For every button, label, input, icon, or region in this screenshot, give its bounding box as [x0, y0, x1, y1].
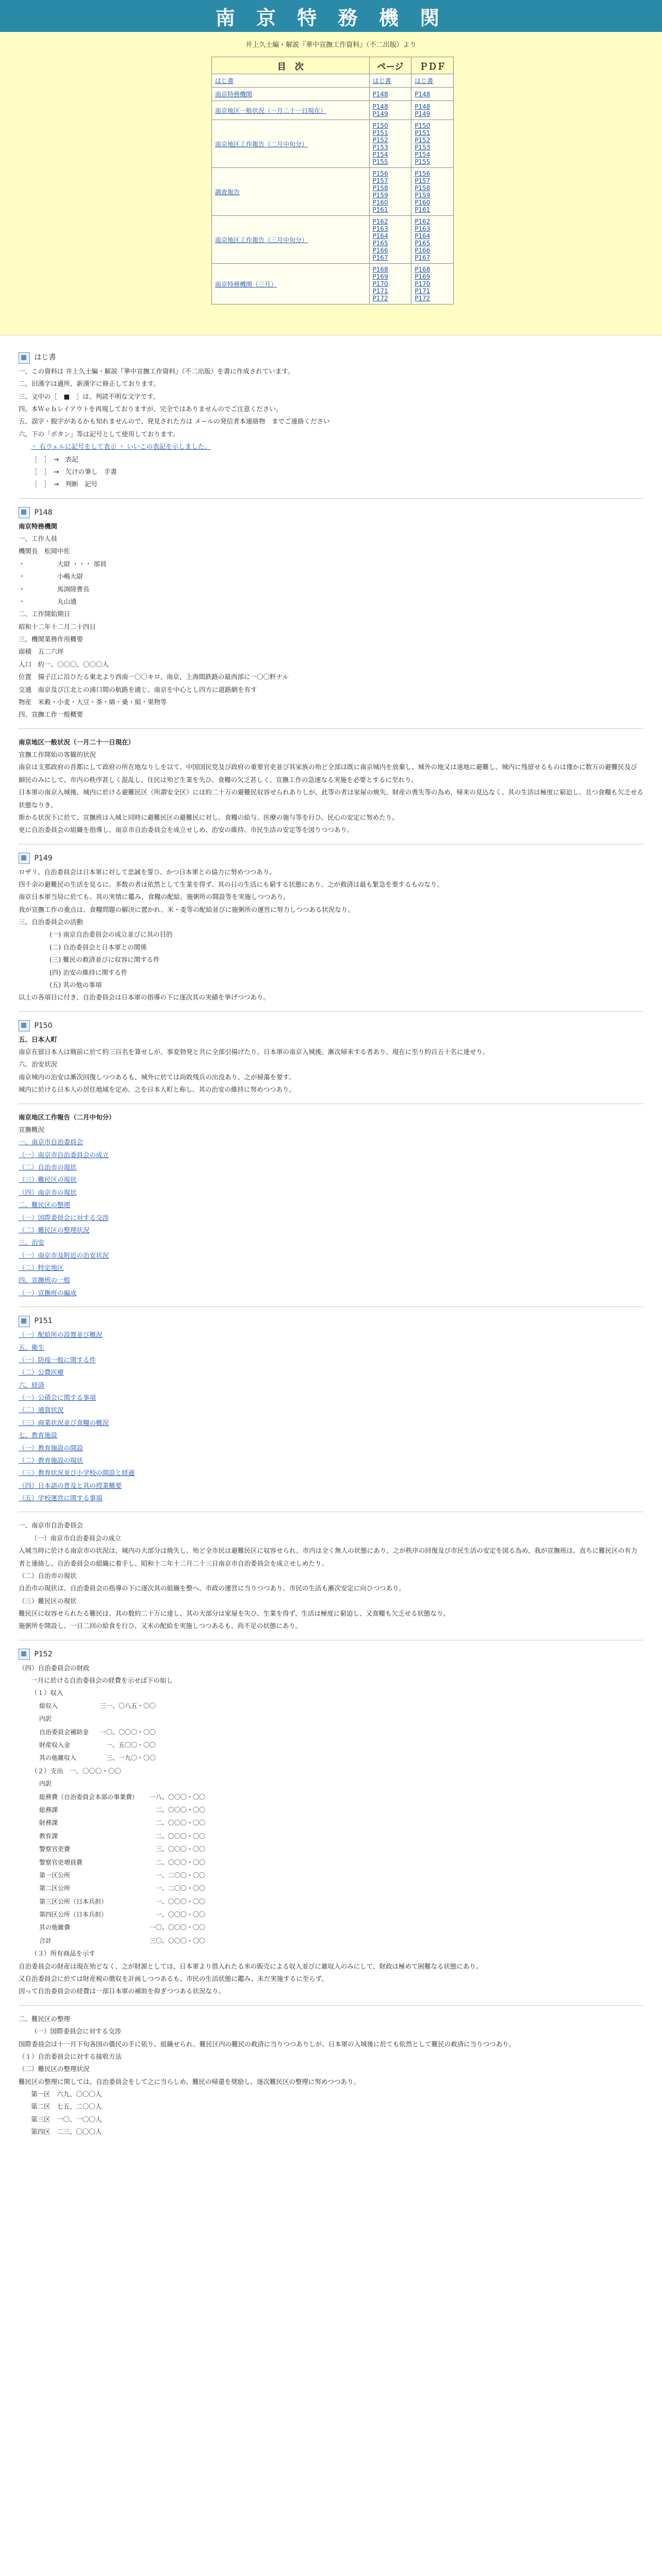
toc-page-cell [369, 101, 411, 120]
toc-page-link[interactable]: P168 P169 P170 P171 P172 [372, 266, 388, 302]
refugee-paragraph: （１）自治委員会に対する接收方法 [19, 2052, 122, 2060]
p149-item: (一) 南京自治委員会の成立並びに其の目的 [49, 930, 173, 939]
toc-header-row [212, 57, 454, 74]
budget-name: 第三区公所（日本兵担） [39, 1897, 108, 1905]
toc-pdf-link[interactable]: P162 P163 P164 P165 P166 P167 [415, 218, 431, 261]
budget-name: 其の他雑収入 [39, 1754, 77, 1762]
toc-page-link[interactable]: P148 P149 [372, 103, 388, 117]
budget-name: 財務課 [39, 1819, 58, 1827]
toc-row [212, 120, 454, 168]
p148-line: 二、工作開始期日 [19, 610, 71, 618]
toc-pdf-cell [411, 88, 454, 101]
p151-section [19, 1314, 643, 1504]
p150-paragraph: 南京城内の治安は漸次回復しつつあるも、城外に於ては尚敗残兵の出没あり、之が掃蕩を要す。 [19, 1073, 295, 1081]
intro-line: 五、誤字・脱字があるかも知れませんので、発見された方は メールの発信者本連絡物 までご連絡ください [19, 417, 330, 426]
budget-name: 第四区公所（日本兵担） [39, 1911, 108, 1919]
report-feb-link[interactable]: （一）南京市及附近の治安状況 [19, 1251, 109, 1259]
toc-page-link[interactable]: P156 P157 P158 P159 P160 P161 [372, 170, 388, 213]
p152-note: 又自治委員会に於ては財産税の徴収を計画しつつあるも、市民の生活状態に鑑み、未だ実施するに至らず。 [19, 1975, 328, 1982]
toc-pdf-cell [411, 101, 454, 120]
p148-heading [19, 506, 643, 520]
refugee-sub: （一）国際委員会に対する交渉 [31, 2027, 122, 2036]
title-band [0, 0, 662, 32]
feb-body-paragraph: 入城当時に於ける南京市の状況は、城内の大部分は焼失し、殆ど全市民は避難民区に収容せられ、市内は全く無人の状態にあり、之が秩序の回復及び市民生活の安定を図る為め、我が宣撫班は、直ちに難民区の有力者と連絡し、自治委員会の組織に着手し、昭和十二年十二月二十三日南京市自治委員会を成立せしめたり。 [19, 1547, 638, 1567]
p148-line: ・ 大尉 ・・・ 部員 [19, 560, 107, 568]
document-icon [19, 1020, 30, 1031]
p152-heading [19, 1648, 643, 1662]
budget-amount: 二、〇〇〇・〇〇 [156, 1806, 206, 1814]
p149-item: (三) 難民の救済並びに収容に関する件 [49, 956, 160, 964]
general-paragraph: 更に自治委員会の組織を指導し、南京市自治委員会を成立せしめ、治安の維持、市民生活の安定等を図りつつあり。 [19, 826, 354, 834]
document-icon [19, 1316, 30, 1327]
p151-link[interactable]: （三）教育状況並び小学校の開設と経過 [19, 1469, 135, 1477]
budget-amount: 三、一九〇・〇〇 [106, 1754, 156, 1762]
legend-line: ［ ］ → 判断 記号 [31, 480, 98, 488]
body-area [0, 351, 662, 2139]
budget-row [39, 1791, 210, 1804]
toc-label-cell [212, 88, 370, 101]
report-feb-link[interactable]: 二、難民区の整理 [19, 1201, 71, 1209]
budget-row [39, 1817, 210, 1829]
legend-line: ［ ］ → 表記 [31, 455, 78, 463]
feb-body-paragraph: （二）自治市の現状 [19, 1571, 77, 1580]
toc-page-cell [369, 216, 411, 264]
toc-row [212, 74, 454, 88]
budget-row [39, 1882, 210, 1895]
budget-row [39, 1804, 210, 1817]
report-feb-link[interactable]: （四）南京市の現状 [19, 1188, 77, 1196]
p150-paragraphs [19, 1046, 643, 1096]
budget-row [39, 1830, 210, 1843]
toc-page-link[interactable]: P150 P151 P152 P153 P154 P155 [372, 122, 388, 165]
general-paragraphs [19, 761, 643, 836]
toc-link[interactable]: 南京地区工作報告（三月中旬分） [215, 236, 308, 244]
budget-name: 第一区公所 [39, 1871, 71, 1879]
p151-link[interactable]: （二）教育施設の現状 [19, 1456, 84, 1464]
intro-line: 六、下の「ボタン」等は記号として使用しております。 [19, 430, 179, 438]
p148-line: 四、宣撫工作一般概要 [19, 710, 84, 719]
toc-page-cell [369, 74, 411, 88]
budget-row [39, 1869, 210, 1882]
toc-link[interactable]: 南京地区一般状況（一月二十一日現在） [215, 107, 327, 114]
refugee-paragraph: 国際委員会は十一月下旬各国の僑民の手に依り、組織せられ、難民区内の難民の救済に当りつつありしが、日本軍の入城後に於ても依然として難民の救済に当りつつあり。 [19, 2040, 516, 2048]
p151-link[interactable]: （一）配給所の設置並び概況 [19, 1331, 103, 1339]
intro-link[interactable]: ・ 右ウェルに記号をして表示 ・ いいこの表記を示しました。 [31, 443, 211, 451]
toc-page-cell [369, 168, 411, 216]
intro-line: 四、本Ｗｅｂレイアウトを再現しておりますが、完全ではありませんのでご注意ください。 [19, 405, 283, 413]
refugee-stat: 第三区 一〇、一〇〇人 [31, 2115, 102, 2123]
toc-row [212, 264, 454, 304]
report-feb-link[interactable]: （一）南京市自治委員会の成立 [19, 1150, 109, 1159]
p150-paragraph: 六、治安状況 [19, 1060, 58, 1069]
p152-tag: P152 [34, 1650, 53, 1658]
p149-item: (二) 自治委員会と日本軍との関係 [49, 943, 147, 951]
toc-label-cell [212, 216, 370, 264]
budget-amount [143, 1777, 210, 1790]
document-icon [19, 352, 30, 364]
p150-section [19, 1019, 643, 1096]
p148-line: 面積 五二六坪 [19, 648, 64, 656]
toc-row [212, 216, 454, 264]
divider [19, 728, 643, 729]
budget-name: 自治委員会補助金 [39, 1728, 89, 1736]
report-feb-link[interactable]: （一）宣撫班の編成 [19, 1289, 77, 1297]
p151-links [19, 1329, 643, 1504]
report-feb-link[interactable]: （三）難民区の現状 [19, 1176, 77, 1184]
feb-body-paragraph: 自治市の現状は、自治委員会の指導の下に逐次其の組織を整へ、市政の運営に当りつつあり、市民の生活も漸次安定に向ひつつあり。 [19, 1584, 406, 1592]
p149-items [49, 928, 643, 991]
p148-title: 南京特務機関 [19, 522, 58, 530]
p151-link[interactable]: （一）教育施設の開設 [19, 1444, 84, 1452]
toc-link[interactable]: 南京特務機関（三月） [215, 280, 277, 288]
budget-income-table [39, 1700, 161, 1765]
budget-amount: 二、〇〇〇・〇〇 [156, 1819, 206, 1827]
budget-expense-title: （２）支出 一、〇〇〇・〇〇 [31, 1767, 122, 1775]
toc-pdf-cell [411, 264, 454, 304]
toc-label-cell [212, 120, 370, 168]
intro-legend [19, 453, 643, 491]
document-icon [19, 1649, 30, 1660]
budget-name: 合計 [39, 1937, 52, 1944]
p148-line: ・ 小嶋大尉 [19, 572, 84, 581]
source-line: 井上久士編・解説『華中宣撫工作資料』（不二出版）より [245, 41, 417, 49]
p149-paragraph: 三、自治委員会の活動 [19, 918, 84, 926]
p149-paragraph: 四千余の避難民の生活を見るに、多数の者は依然として生業を得ず、其の日の生活にも窮する状態にあり、之が救済は最も緊急を要するものなり。 [19, 880, 444, 888]
table-of-contents [211, 57, 454, 304]
intro-lines [19, 365, 643, 440]
p148-line: 一、工作人員 [19, 535, 58, 543]
report-feb-sub: 宣撫概況 [19, 1125, 45, 1133]
toc-pdf-link[interactable]: はじ書 [415, 77, 434, 84]
p151-heading [19, 1314, 643, 1329]
p149-item: (四) 治安の維持に関する件 [49, 968, 128, 976]
toc-page-link[interactable]: P162 P163 P164 P165 P166 P167 [372, 218, 388, 261]
budget-row [39, 1908, 210, 1921]
toc-head-contents: 目 次 [212, 57, 370, 74]
p151-link[interactable]: （五）学校運営に関する事項 [19, 1494, 103, 1502]
budget-row [39, 1895, 210, 1908]
p150-heading [19, 1019, 643, 1033]
p149-section [19, 852, 643, 1004]
toc-label-cell [212, 74, 370, 88]
report-feb-link[interactable]: （二）難民区の整理状況 [19, 1226, 90, 1234]
budget-amount: 一〇、〇〇〇・〇〇 [100, 1728, 156, 1736]
p149-heading [19, 852, 643, 866]
budget-amount: 一八、〇〇〇・〇〇 [150, 1793, 206, 1801]
budget-amount: 一、二〇〇・〇〇 [156, 1871, 206, 1879]
p151-link[interactable]: 五、衛生 [19, 1343, 45, 1351]
p149-paragraphs [19, 866, 643, 929]
p148-line: 三、機関業務作用概要 [19, 635, 84, 643]
feb-body-sub: （一）南京市自治委員会の成立 [31, 1534, 122, 1542]
header [0, 0, 662, 335]
toc-pdf-link[interactable]: P150 P151 P152 P153 P154 P155 [415, 122, 431, 165]
toc-pdf-link[interactable]: P148 [415, 90, 431, 98]
p149-closing: 以上の各項目に付き、自治委員会は日本軍の指導の下に逐次其の実績を挙げつつあり。 [19, 993, 270, 1002]
toc-label-cell [212, 168, 370, 216]
toc-pdf-link[interactable]: P168 P169 P170 P171 P172 [415, 266, 431, 302]
feb-body-paragraphs [19, 1545, 643, 1633]
p151-link[interactable]: （三）商業状況並び食糧の概況 [19, 1418, 109, 1427]
p151-link[interactable]: （二）公費医療 [19, 1368, 64, 1377]
p148-line: 位置 揚子江に沿ひたる東北より西南一〇〇キロ、南京、上海間鉄路の最西部に一〇〇粁ナル [19, 673, 289, 681]
p150-tag: P150 [34, 1021, 53, 1030]
budget-name: 総収入 [39, 1702, 58, 1709]
refugee-stat: 第二区 七五、二〇〇人 [31, 2103, 102, 2111]
budget-amount: 二、〇〇〇・〇〇 [156, 1832, 206, 1840]
legend-line: ［ ］ → 欠けの筆し 手書 [31, 467, 117, 476]
p149-item: (五) 其の他の事項 [49, 980, 102, 989]
toc-page-cell [369, 88, 411, 101]
budget-name: 教育課 [39, 1832, 58, 1840]
budget-amount: 二、〇〇〇・〇〇 [156, 1858, 206, 1866]
p148-line: 昭和十二年十二月二十四日 [19, 622, 96, 631]
refugee-paragraphs [19, 2038, 643, 2089]
budget-row [39, 1777, 210, 1790]
toc-row [212, 101, 454, 120]
budget-name: 財産収入金 [39, 1741, 71, 1749]
feb-body-heading: 一、南京市自治委員会 [19, 1521, 84, 1530]
p152-notes [19, 1960, 643, 1998]
budget-name: 内訳 [39, 1715, 52, 1723]
p148-line: ・ 丸山通 [19, 597, 77, 605]
general-section [19, 736, 643, 837]
toc-head-pdf: ＰＤＦ [411, 57, 454, 74]
budget-amount: 一、〇〇〇・〇〇 [156, 1897, 206, 1905]
general-heading: 南京地区一般状況（一月二十一日現在） [19, 738, 135, 746]
report-feb-section [19, 1111, 643, 1300]
refugee-paragraph: （二）難民区の整理状況 [19, 2065, 90, 2073]
p148-line: 交通 南京及び江北との浦口間の航路を通じ、南京を中心とし四方に道路網を有す [19, 685, 257, 693]
divider [19, 2005, 643, 2006]
p149-paragraph: ロザリ、自治委員会は日本軍に対して忠誠を誓ひ、かつ日本軍との協力に努めつつあり。 [19, 868, 276, 876]
toc-link[interactable]: 調査報告 [215, 188, 240, 196]
p152-note: 因って自治委員会の経費は一部日本軍の補助を仰ぎつつある状況なり。 [19, 1987, 225, 1995]
budget-amount: 三一、〇八五・〇〇 [100, 1702, 156, 1709]
feb-body-section [19, 1519, 643, 1632]
budget-amount: 三〇、〇〇〇・〇〇 [150, 1937, 206, 1944]
refugee-stat: 第四区 二三、〇〇〇人 [31, 2128, 102, 2136]
budget-name: 内訳 [39, 1780, 52, 1788]
p148-lines [19, 533, 643, 721]
report-feb-heading: 南京地区工作報告（二月中旬分） [19, 1113, 115, 1121]
toc-page-cell [369, 264, 411, 304]
p151-link[interactable]: 七、教育施設 [19, 1431, 58, 1439]
p148-line: 物産 米穀・小麦・大豆・茶・綿・桑・絹・果物等 [19, 698, 167, 706]
feb-body-paragraph: 施粥所を開設し、一日二回の給食を行ひ、又米の配給を実施しつつあるも、尚不足の状態にあり。 [19, 1622, 302, 1630]
p151-link[interactable]: （二）通貨状況 [19, 1406, 64, 1414]
p148-line: 人口 約一、〇〇〇、〇〇〇人 [19, 660, 109, 668]
report-feb-link[interactable]: 三、治安 [19, 1239, 45, 1247]
budget-name: 警察官吏費 [39, 1845, 71, 1853]
p150-title: 五、日本人町 [19, 1035, 58, 1043]
refugee-heading: 二、難民区の整理 [19, 2014, 71, 2023]
toc-label-cell [212, 101, 370, 120]
toc-pdf-cell [411, 216, 454, 264]
intro-tag: はじ書 [34, 353, 56, 362]
budget-row [39, 1700, 161, 1713]
page-title: 南 京 特 務 機 関 [215, 6, 447, 29]
general-subheading: 宣撫工作開始の客観的状況 [19, 751, 96, 759]
refugee-paragraph: 難民区の整理に関しては、自治委員会をして之に当らしめ、難民の帰還を奨励し、逐次難民区の整理に努めつつあり。 [19, 2077, 360, 2086]
report-feb-links [19, 1136, 643, 1299]
toc-label-cell [212, 264, 370, 304]
general-paragraph: 日本軍の南京入城後、城内に於ける避難民区（所謂安全区）には約二十万の避難民収容せられありしが、此等の者は家屋の焼失、財産の喪失等の為め、帰来の見込なく、其の生活は極度に窮迫し、且つ食糧も欠乏せる状態なりき。 [19, 788, 643, 809]
toc-pdf-cell [411, 168, 454, 216]
p148-tag: P148 [34, 508, 53, 517]
budget-row [39, 1921, 210, 1934]
document-icon [19, 853, 30, 864]
report-feb-link[interactable]: 四、宣撫班の一般 [19, 1276, 71, 1284]
p152-title: （四）自治委員会の財政 [19, 1664, 90, 1672]
budget-amount: 三、〇〇〇・〇〇 [156, 1845, 206, 1853]
toc-page-link[interactable]: P148 [372, 90, 388, 98]
report-feb-link[interactable]: 一、南京市自治委員会 [19, 1138, 84, 1146]
budget-name: 総務費（自治委員会本部の事業費） [39, 1793, 139, 1801]
divider [19, 1011, 643, 1012]
p151-link[interactable]: （一）公債会に関する事項 [19, 1394, 96, 1402]
p152-section [19, 1648, 643, 1998]
budget-row [39, 1935, 210, 1947]
general-paragraph: 斯かる状況下に於て、宣撫班は入城と同時に避難民区の避難民に対し、食糧の給与、医療の施与等を行ひ、民心の安定に努めたり。 [19, 813, 399, 821]
report-feb-link[interactable]: （一）国際委員会に対する交渉 [19, 1213, 109, 1222]
document-icon [19, 507, 30, 518]
budget-name: 警察官吏増員費 [39, 1858, 83, 1866]
budget-note-title: （３）所有商品を示す [31, 1950, 96, 1958]
p149-paragraph: 我が宣撫工作の重点は、食糧問題の解決に置かれ、米・麦等の配給並びに施粥所の運営に努力しつつある状況なり。 [19, 905, 354, 913]
budget-amount: 一、二〇〇・〇〇 [156, 1885, 206, 1892]
toc-page-link[interactable]: はじ書 [372, 77, 391, 84]
toc-row [212, 88, 454, 101]
toc-pdf-link[interactable]: P156 P157 P158 P159 P160 P161 [415, 170, 431, 213]
p151-link[interactable]: （一）防疫一般に関する件 [19, 1355, 96, 1364]
intro-line: 一、この資料は 井上久士編・解説『華中宣撫工作資料』（不二出版）を書に作成されています。 [19, 367, 294, 375]
budget-row [39, 1726, 161, 1739]
refugee-stats [19, 2088, 643, 2139]
p150-paragraph: 城内に於ける日本人の居住地域を定め、之を日本人町と称し、其の治安の維持に努めつつあり。 [19, 1086, 296, 1094]
toc-row [212, 168, 454, 216]
report-feb-link[interactable]: （二）特定地区 [19, 1264, 64, 1272]
toc-pdf-cell [411, 74, 454, 88]
budget-row [39, 1713, 161, 1725]
p148-section [19, 506, 643, 721]
p149-paragraph: 南京日本軍当局に於ても、其の実情に鑑み、食糧の配給、施粥所の開設等を実施しつつあり。 [19, 893, 290, 901]
p148-line: 機関長 松岡中佐 [19, 547, 71, 555]
intro-heading [19, 351, 643, 365]
toc-link[interactable]: 南京地区工作報告（二月中旬分） [215, 140, 308, 148]
p149-tag: P149 [34, 854, 53, 862]
budget-amount: 一、五〇〇・〇〇 [106, 1741, 156, 1749]
general-paragraph: 南京は支那政府の首都にして政府の所在地なりしを以て、中国国民党及び政府の重要官吏並び其家族の殆ど全部は既に南京城内を放棄し、城外の地又は遠地に避難し、城内に残留せるものは僅かに数万の避難民及び細民のみにして、市内の秩序甚しく混乱し、住民は殆ど生業を失ひ、食糧の欠乏甚しく、宣撫工作の急速なる実施を必要とするに至れり。 [19, 763, 637, 784]
budget-row [39, 1752, 161, 1765]
p151-link[interactable]: （四）日本語の普及と其の授業概要 [19, 1481, 122, 1489]
toc-link[interactable]: 南京特務機関 [215, 91, 253, 98]
toc-link[interactable]: はじ書 [215, 77, 234, 84]
divider [19, 498, 643, 499]
intro-line: 二、旧漢字は適所、新漢字に修正しております。 [19, 380, 160, 388]
p150-paragraph: 南京在留日本人は戦前に於て約三百名を算せしが、事変勃発と共に全部引揚げたり。日本軍の南京入城後、漸次帰来する者あり、現在に至り約百五十名に達せり。 [19, 1048, 489, 1056]
budget-amount [94, 1713, 161, 1725]
toc-head-page: ページ [369, 57, 411, 74]
budget-expense-table [39, 1777, 210, 1947]
p152-sub: 一月に於ける自治委員会の経費を示せば下の如し [31, 1676, 173, 1685]
refugee-section [19, 2013, 643, 2139]
p152-note: 自治委員会の財産は現在殆どなく、之が財源としては、日本軍より借入れたる米の販売による収入並びに雑収入のみにして、財政は極めて困難なる状態にあり。 [19, 1962, 483, 1970]
toc-page-cell [369, 120, 411, 168]
intro-line: 三、文中の［ ■ ］は、判読不明な文字です。 [19, 392, 160, 400]
budget-row [39, 1739, 161, 1752]
toc-pdf-cell [411, 120, 454, 168]
budget-name: 其の他雑費 [39, 1924, 71, 1931]
refugee-stat: 第一区 六九、〇〇〇人 [31, 2090, 102, 2098]
budget-row [39, 1856, 210, 1869]
budget-name: 総務課 [39, 1806, 58, 1814]
feb-body-paragraph: （三）難民区の現状 [19, 1597, 77, 1605]
budget-amount: 一、〇〇〇・〇〇 [156, 1911, 206, 1919]
budget-income-title: （１）収入 [31, 1689, 63, 1697]
budget-row [39, 1843, 210, 1856]
p151-tag: P151 [34, 1317, 53, 1326]
toc-pdf-link[interactable]: P148 P149 [415, 103, 431, 117]
p148-line: ・ 馬渕陸曹長 [19, 585, 90, 593]
feb-body-paragraph: 難民区に収容せられたる難民は、其の数約二十万に達し、其の大部分は家屋を失ひ、生業を得ず、生活は極度に窮迫し、又食糧も欠乏せる状態なり。 [19, 1609, 450, 1618]
p151-link[interactable]: 六、経済 [19, 1381, 45, 1389]
budget-amount: 一〇、〇〇〇・〇〇 [150, 1924, 206, 1931]
budget-name: 第二区公所 [39, 1885, 71, 1892]
intro-section [19, 351, 643, 491]
report-feb-link[interactable]: （二）自治市の現状 [19, 1163, 77, 1172]
